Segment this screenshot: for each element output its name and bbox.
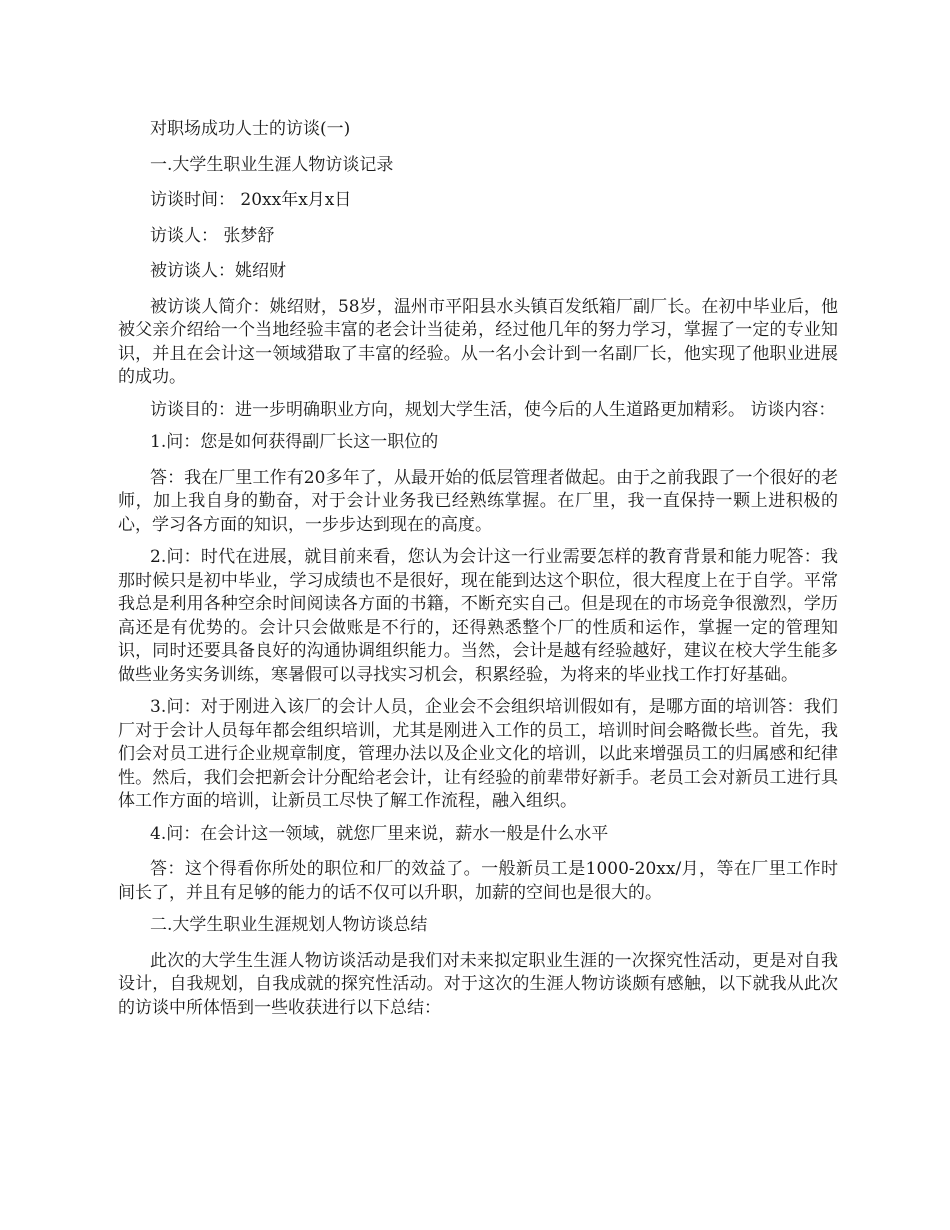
interviewee: 被访谈人：姚绍财 — [150, 261, 286, 281]
section-heading-summary: 二.大学生职业生涯规划人物访谈总结 — [150, 915, 428, 935]
answer-4: 答：这个得看你所处的职位和厂的效益了。一般新员工是1000-20xx/月，等在厂里工作时间长了，并且有足够的能力的话不仅可以升职，加薪的空间也是很大的。 — [118, 859, 838, 903]
summary-paragraph: 此次的大学生生涯人物访谈活动是我们对未来拟定职业生涯的一次探究性活动，更是对自我设计，自我规划，自我成就的探究性活动。对于这次的生涯人物访谈颇有感触，以下就我从此次的访谈中所体悟到一些收获进行以下总结： — [118, 950, 838, 1018]
question-answer-3: 3.问：对于刚进入该厂的会计人员，企业会不会组织培训假如有，是哪方面的培训答：我们厂对于会计人员每年都会组织培训，尤其是刚进入工作的员工，培训时间会略微长些。首先，我们会对员工进行企业规章制度，管理办法以及企业文化的培训，以此来增强员工的归属感和纪律性。然后，我们会把新会计分配给老会计，让有经验的前辈带好新手。老员工会对新员工进行具体工作方面的培训，让新员工尽快了解工作流程，融入组织。 — [118, 697, 838, 811]
answer-1: 答：我在厂里工作有20多年了，从最开始的低层管理者做起。由于之前我跟了一个很好的老师，加上我自身的勤奋，对于会计业务我已经熟练掌握。在厂里，我一直保持一颗上进积极的心，学习各方面的知识，一步步达到现在的高度。 — [118, 467, 838, 535]
question-1: 1.问：您是如何获得副厂长这一职位的 — [150, 432, 439, 452]
question-4: 4.问：在会计这一领域，就您厂里来说，薪水一般是什么水平 — [150, 823, 609, 844]
interviewer: 访谈人： 张梦舒 — [150, 225, 275, 246]
interviewee-profile: 被访谈人简介：姚绍财，58岁，温州市平阳县水头镇百发纸箱厂副厂长。在初中毕业后，他被父亲介绍给一个当地经验丰富的老会计当徒弟，经过他几年的努力学习，掌握了一定的专业知识，并且在会计这一领域猎取了丰富的经验。从一名小会计到一名副厂长，他实现了他职业进展的成功。 — [118, 296, 838, 387]
interview-time: 访谈时间： 20xx年x月x日 — [150, 190, 352, 210]
document-title: 对职场成功人士的访谈(一) — [150, 119, 351, 139]
interview-purpose: 访谈目的：进一步明确职业方向，规划大学生活，使今后的人生道路更加精彩。 访谈内容： — [150, 399, 836, 420]
section-heading-interview-record: 一.大学生职业生涯人物访谈记录 — [150, 154, 394, 175]
question-answer-2: 2.问：时代在进展，就目前来看，您认为会计这一行业需要怎样的教育背景和能力呢答：我那时候只是初中毕业，学习成绩也不是很好，现在能到达这个职位，很大程度上在于自学。平常我总是利用各种空余时间阅读各方面的书籍，不断充实自己。但是现在的市场竞争很激烈，学历高还是有优势的。会计只会做账是不行的，还得熟悉整个厂的性质和运作，掌握一定的管理知识，同时还要具备良好的沟通协调组织能力。当然，会计是越有经验越好，建议在校大学生能多做些业务实务训练，寒暑假可以寻找实习机会，积累经验，为将来的毕业找工作打好基础。 — [118, 547, 838, 685]
